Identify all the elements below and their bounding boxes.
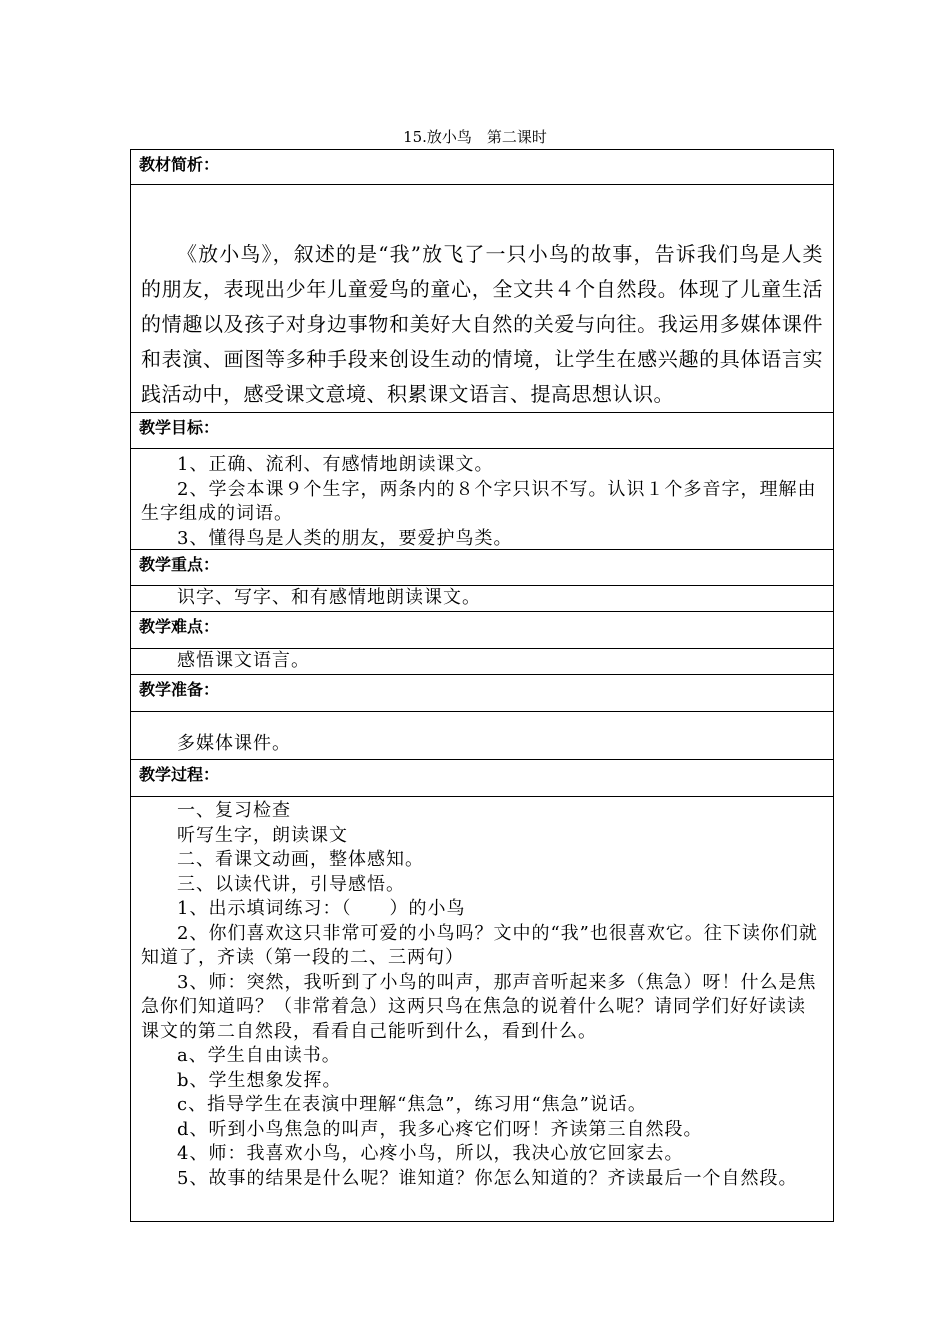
preparation-label: 教学准备： bbox=[139, 680, 220, 699]
process-item: 5、故事的结果是什么呢？谁知道？你怎么知道的？齐读最后一个自然段。 bbox=[177, 1167, 798, 1189]
process-item: 三、以读代讲，引导感悟。 bbox=[177, 873, 405, 895]
process-item: d、听到小鸟焦急的叫声，我多心疼它们呀！齐读第三自然段。 bbox=[177, 1118, 703, 1140]
difficulties-header bbox=[131, 611, 833, 648]
key-points-label: 教学重点： bbox=[139, 555, 220, 574]
analysis-body bbox=[131, 184, 833, 412]
process-item: 4、师：我喜欢小鸟，心疼小鸟，所以，我决心放它回家去。 bbox=[177, 1143, 684, 1164]
analysis-header bbox=[131, 150, 833, 184]
process-item: 1、出示填词练习：（ ）的小鸟 bbox=[177, 898, 466, 919]
process-item: 3、师：突然，我听到了小鸟的叫声，那声音听起来多（焦急）呀！什么是焦急你们知道吗？（非常着急）这两只鸟在焦急的说着什么呢？请同学们好好读读课文的第二自然段，看看自己能听到什么，看到什么。 bbox=[141, 971, 817, 1042]
process-item: 二、看课文动画，整体感知。 bbox=[177, 849, 424, 870]
process-item: 2、你们喜欢这只非常可爱的小鸟吗？文中的“我”也很喜欢它。往下读你们就知道了，齐读（第一段的二、三两句） bbox=[141, 922, 818, 968]
process-label: 教学过程： bbox=[139, 765, 220, 784]
lesson-plan-table bbox=[130, 149, 834, 1222]
process-body bbox=[131, 796, 833, 1221]
difficulties-label: 教学难点： bbox=[139, 617, 220, 636]
process-item: c、指导学生在表演中理解“焦急”，练习用“焦急”说话。 bbox=[177, 1094, 647, 1115]
goals-header bbox=[131, 412, 833, 448]
analysis-label: 教材简析： bbox=[139, 155, 220, 174]
goal-item: 3、懂得鸟是人类的朋友，要爱护鸟类。 bbox=[177, 527, 513, 549]
goals-label: 教学目标： bbox=[139, 418, 220, 437]
process-item: a、学生自由读书。 bbox=[177, 1045, 341, 1066]
analysis-text: 《放小鸟》，叙述的是“我”放飞了一只小鸟的故事，告诉我们鸟是人类的朋友，表现出少年儿童爱鸟的童心，全文共４个自然段。体现了儿童生活的情趣以及孩子对身边事物和美好大自然的关爱与向往。我运用多媒体课件和表演、画图等多种手段来创设生动的情境，让学生在感兴趣的具体语言实践活动中，感受课文意境、积累课文语言、提高思想认识。 bbox=[141, 242, 823, 406]
difficulties-body bbox=[131, 648, 833, 674]
process-item: 听写生字，朗读课文 bbox=[177, 824, 348, 846]
difficulties-text: 感悟课文语言。 bbox=[177, 650, 310, 671]
goals-body bbox=[131, 448, 833, 549]
key-points-text: 识字、写字、和有感情地朗读课文。 bbox=[177, 587, 481, 608]
preparation-header bbox=[131, 674, 833, 711]
key-points-body bbox=[131, 585, 833, 611]
preparation-body bbox=[131, 711, 833, 759]
preparation-text: 多媒体课件。 bbox=[177, 733, 291, 754]
process-header bbox=[131, 759, 833, 796]
goal-item: 2、学会本课９个生字，两条内的８个字只识不写。认识１个多音字，理解由生字组成的词语。 bbox=[141, 478, 817, 524]
process-item: b、学生想象发挥。 bbox=[177, 1069, 342, 1091]
key-points-header bbox=[131, 549, 833, 585]
goal-item: 1、正确、流利、有感情地朗读课文。 bbox=[177, 454, 494, 475]
document-title: 15.放小鸟 第二课时 bbox=[403, 128, 547, 146]
process-item: 一、复习检查 bbox=[177, 800, 291, 821]
